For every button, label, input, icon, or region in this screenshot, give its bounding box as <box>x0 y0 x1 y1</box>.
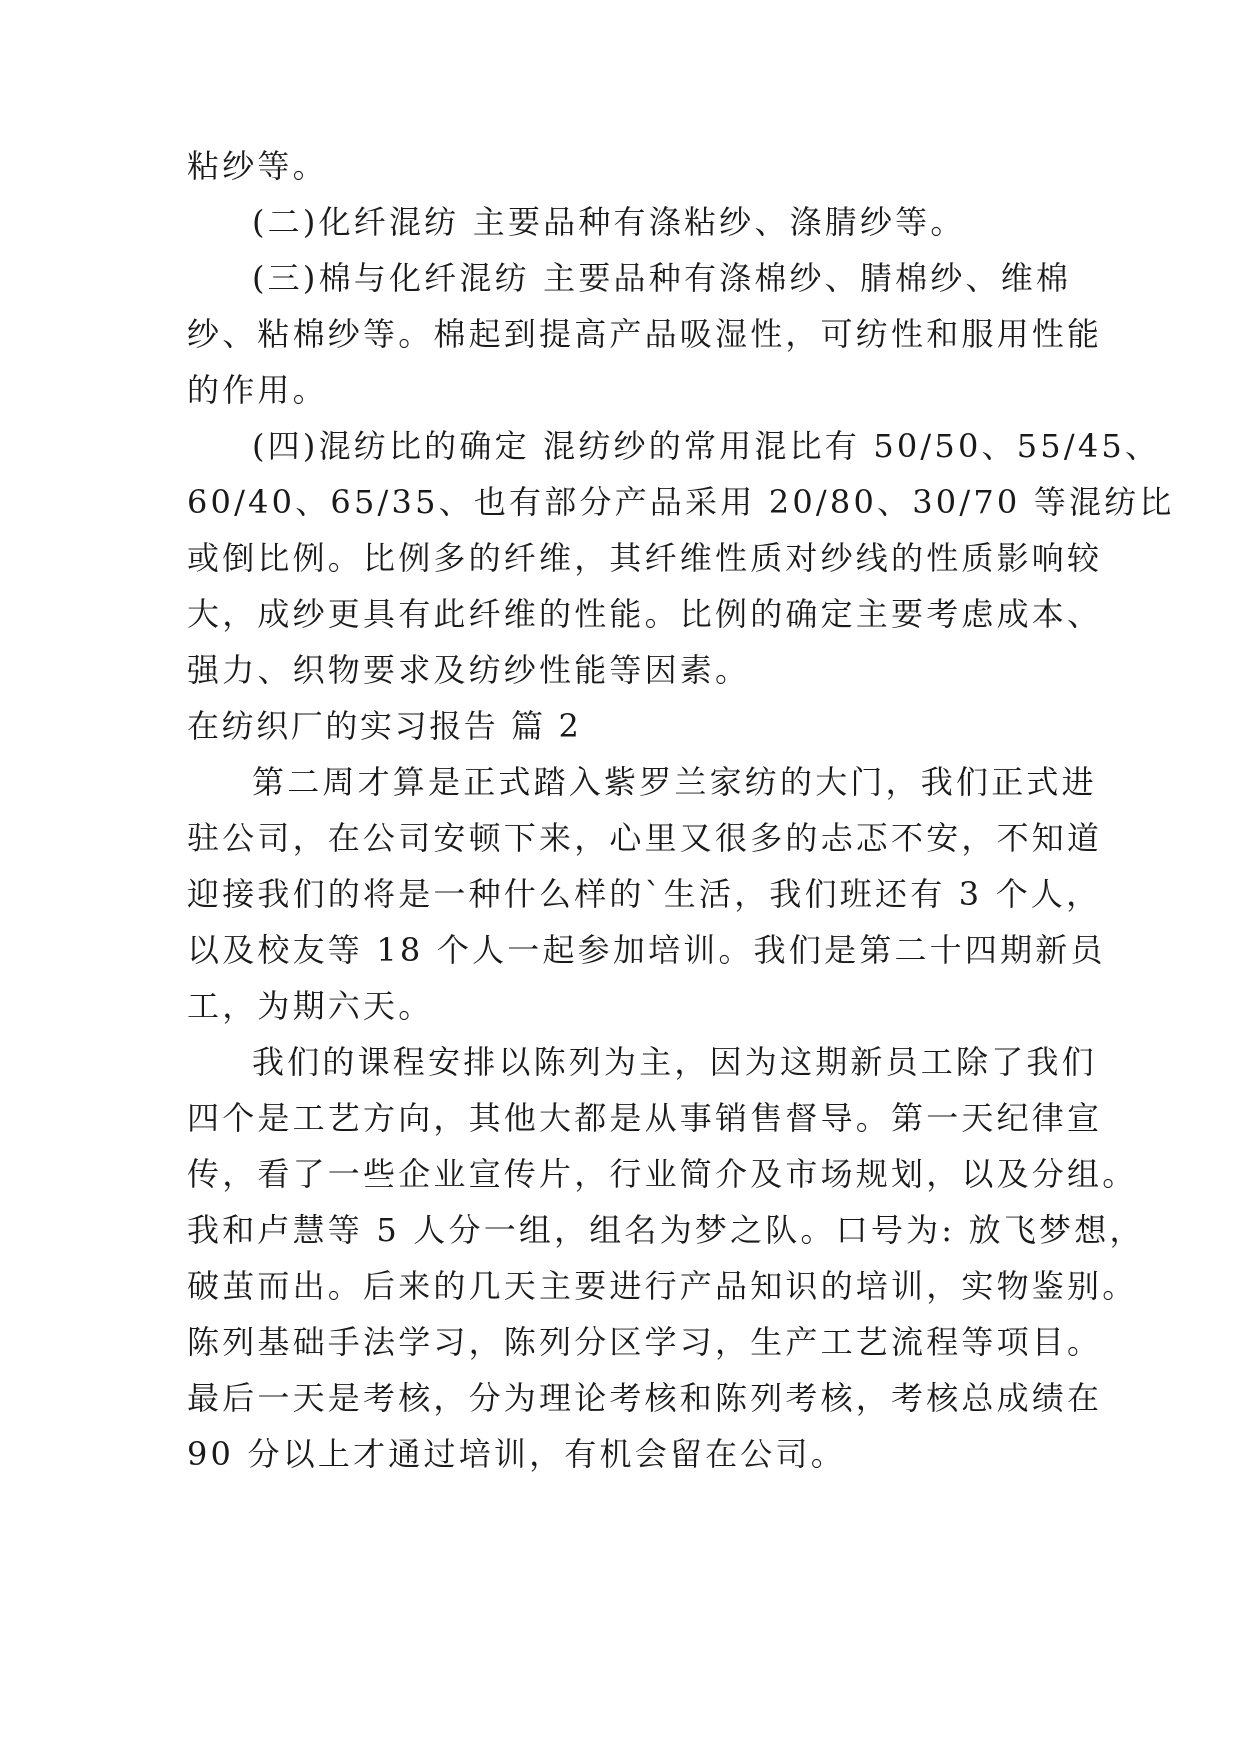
paragraph-4-line-5: 强力、织物要求及纺纱性能等因素。 <box>187 651 751 689</box>
paragraph-4-line-1: (四)混纺比的确定 混纺纱的常用混比有 50/50、55/45、 <box>252 427 1161 465</box>
paragraph-4-line-2: 60/40、65/35、也有部分产品采用 20/80、30/70 等混纺比 <box>187 483 1175 521</box>
paragraph-6-line-7: 最后一天是考核，分为理论考核和陈列考核，考核总成绩在 <box>187 1379 1103 1417</box>
paragraph-4-line-3: 或倒比例。比例多的纤维，其纤维性质对纱线的性质影响较 <box>187 539 1103 577</box>
paragraph-5-line-2: 驻公司，在公司安顿下来，心里又很多的忐忑不安，不知道 <box>187 819 1103 857</box>
paragraph-5-line-1: 第二周才算是正式踏入紫罗兰家纺的大门，我们正式进 <box>252 763 1097 801</box>
paragraph-2-line-1: (二)化纤混纺 主要品种有涤粘纱、涤腈纱等。 <box>252 203 966 241</box>
paragraph-6-line-5: 破茧而出。后来的几天主要进行产品知识的培训，实物鉴别。 <box>187 1267 1138 1305</box>
paragraph-1-line-1: 粘纱等。 <box>187 147 328 185</box>
paragraph-3-line-1: (三)棉与化纤混纺 主要品种有涤棉纱、腈棉纱、维棉 <box>252 259 1072 297</box>
paragraph-3-line-3: 的作用。 <box>187 371 328 409</box>
paragraph-6-line-6: 陈列基础手法学习，陈列分区学习，生产工艺流程等项目。 <box>187 1323 1103 1361</box>
paragraph-5-line-5: 工，为期六天。 <box>187 987 434 1025</box>
paragraph-6-line-8: 90 分以上才通过培训，有机会留在公司。 <box>187 1435 846 1473</box>
section-heading: 在纺织厂的实习报告 篇 2 <box>187 707 582 745</box>
paragraph-3-line-2: 纱、粘棉纱等。棉起到提高产品吸湿性，可纺性和服用性能 <box>187 315 1103 353</box>
paragraph-6-line-3: 传，看了一些企业宣传片，行业简介及市场规划，以及分组。 <box>187 1155 1138 1193</box>
paragraph-4-line-4: 大，成纱更具有此纤维的性能。比例的确定主要考虑成本、 <box>187 595 1103 633</box>
paragraph-6-line-4: 我和卢慧等 5 人分一组，组名为梦之队。口号为: 放飞梦想， <box>187 1211 1145 1249</box>
paragraph-6-line-2: 四个是工艺方向，其他大都是从事销售督导。第一天纪律宣 <box>187 1099 1103 1137</box>
paragraph-6-line-1: 我们的课程安排以陈列为主，因为这期新员工除了我们 <box>252 1043 1097 1081</box>
paragraph-5-line-4: 以及校友等 18 个人一起参加培训。我们是第二十四期新员 <box>187 931 1106 969</box>
paragraph-5-line-3: 迎接我们的将是一种什么样的`生活，我们班还有 3 个人， <box>187 875 1102 913</box>
